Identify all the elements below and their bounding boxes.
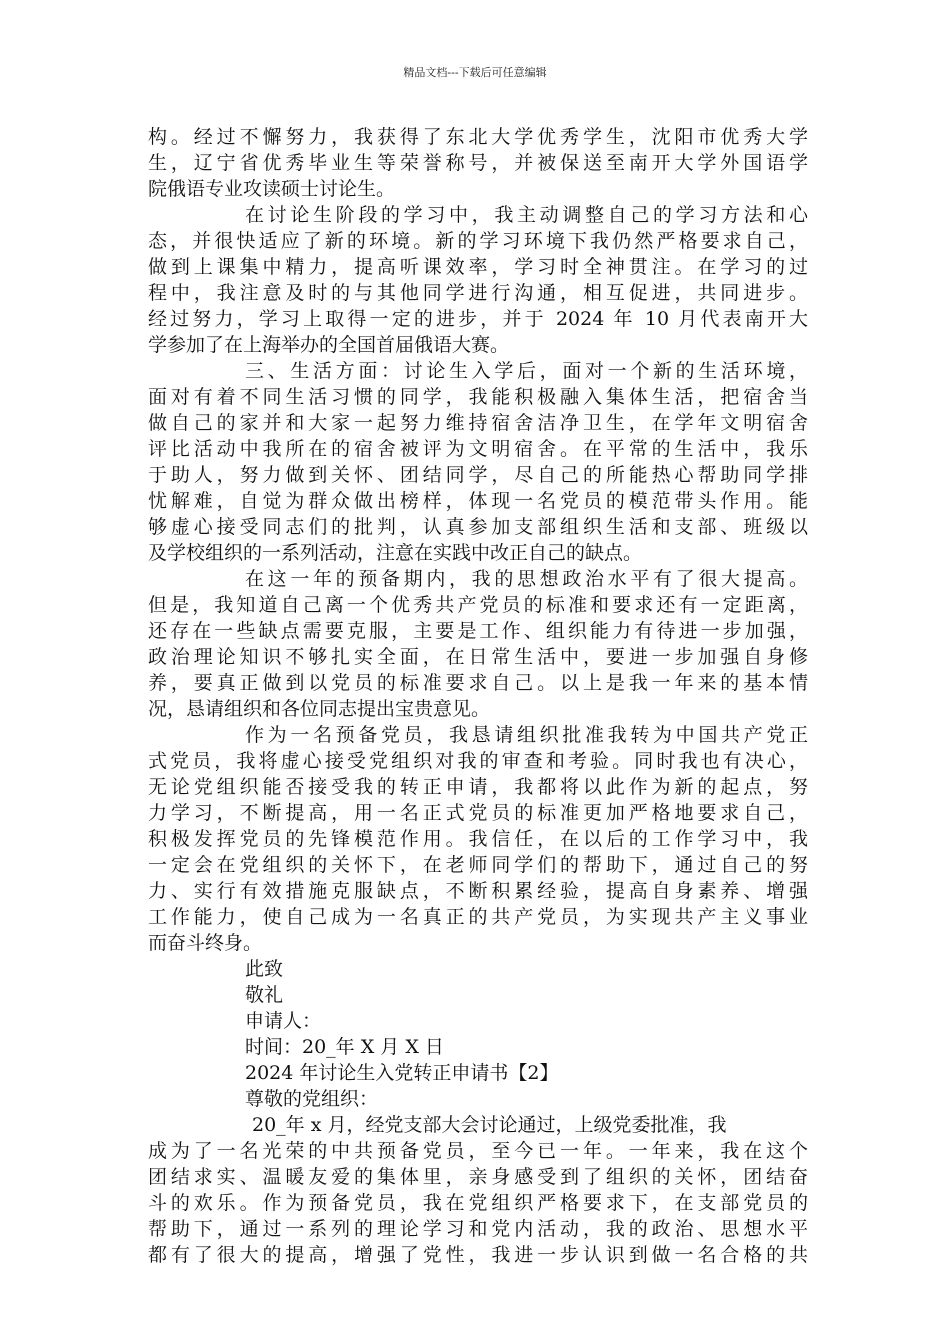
text-line: 于助人，努力做到关怀、团结同学，尽自己的所能热心帮助同学排 — [148, 464, 808, 486]
second-letter — [148, 1060, 808, 1268]
applicant-label: 申请人： — [245, 1010, 322, 1032]
text-line: 做到上课集中精力，提高听课效率，学习时全神贯注。在学习的过 — [148, 256, 808, 278]
text-line: 忧解难，自觉为群众做出榜样，体现一名党员的模范带头作用。能 — [148, 490, 808, 512]
text-line: 但是，我知道自己离一个优秀共产党员的标准和要求还有一定距离， — [148, 594, 808, 616]
text-line: 况，恳请组织和各位同志提出宝贵意见。 — [148, 698, 491, 720]
text-line: 都有了很大的提高，增强了党性，我进一步认识到做一名合格的共 — [148, 1244, 808, 1266]
text-line: 帮助下，通过一系列的理论学习和党内活动，我的政治、思想水平 — [148, 1218, 808, 1240]
text-line: 式党员，我将虚心接受党组织对我的审查和考验。同时我也有决心， — [148, 750, 808, 772]
text-line: 及学校组织的一系列活动，注意在实践中改正自己的缺点。 — [148, 542, 643, 564]
greeting: 尊敬的党组织： — [245, 1088, 379, 1110]
paragraph — [148, 358, 808, 566]
text-line: 作为一名预备党员，我恳请组织批准我转为中国共产党正 — [245, 724, 808, 746]
text-line: 还存在一些缺点需要克服，主要是工作、组织能力有待进一步加强， — [148, 620, 808, 642]
text-line: 面对有着不同生活习惯的同学，我能积极融入集体生活，把宿舍当 — [148, 386, 808, 408]
text-line: 而奋斗终身。 — [148, 932, 263, 954]
text-line: 斗的欢乐。作为预备党员，我在党组织严格要求下，在支部党员的 — [148, 1192, 808, 1214]
text-line: 程中，我注意及时的与其他同学进行沟通，相互促进，共同进步。 — [148, 282, 808, 304]
document-body — [148, 124, 808, 1268]
regards: 敬礼 — [245, 984, 284, 1006]
closing-block — [148, 956, 808, 1060]
text-line: 做自己的家并和大家一起努力维持宿舍洁净卫生，在学年文明宿舍 — [148, 412, 808, 434]
text-line: 养，要真正做到以党员的标准要求自己。以上是我一年来的基本情 — [148, 672, 808, 694]
text-line: 力学习，不断提高，用一名正式党员的标准更加严格地要求自己， — [148, 802, 808, 824]
text-line: 学参加了在上海举办的全国首届俄语大赛。 — [148, 334, 510, 356]
text-line: 在讨论生阶段的学习中，我主动调整自己的学习方法和心 — [245, 204, 808, 226]
text-line: 经过努力，学习上取得一定的进步，并于 2024 年 10 月代表南开大 — [148, 308, 808, 330]
text-line: 工作能力，使自己成为一名真正的共产党员，为实现共产主义事业 — [148, 906, 808, 928]
paragraph — [148, 202, 808, 358]
text-line: 一定会在党组织的关怀下，在老师同学们的帮助下，通过自己的努 — [148, 854, 808, 876]
text-line: 够虚心接受同志们的批判，认真参加支部组织生活和支部、班级以 — [148, 516, 808, 538]
page-header: 精品文档---下载后可任意编辑 — [403, 66, 547, 79]
salutation: 此致 — [245, 958, 284, 980]
text-line: 三、生活方面：讨论生入学后，面对一个新的生活环境， — [245, 360, 808, 382]
text-line: 无论党组织能否接受我的转正申请，我都将以此作为新的起点，努 — [148, 776, 808, 798]
text-line: 力、实行有效措施克服缺点，不断积累经验，提高自身素养、增强 — [148, 880, 808, 902]
text-line: 积极发挥党员的先锋模范作用。我信任，在以后的工作学习中，我 — [148, 828, 808, 850]
date-line: 时间：20_年 X 月 X 日 — [245, 1036, 444, 1058]
text-line: 院俄语专业攻读硕士讨论生。 — [148, 178, 396, 200]
text-line: 政治理论知识不够扎实全面，在日常生活中，要进一步加强自身修 — [148, 646, 808, 668]
text-line: 在这一年的预备期内，我的思想政治水平有了很大提高。 — [245, 568, 808, 590]
paragraph — [148, 566, 808, 722]
text-line: 构。经过不懈努力，我获得了东北大学优秀学生，沈阳市优秀大学 — [148, 126, 808, 148]
text-line: 生，辽宁省优秀毕业生等荣誉称号，并被保送至南开大学外国语学 — [148, 152, 808, 174]
text-line: 评比活动中我所在的宿舍被评为文明宿舍。在平常的生活中，我乐 — [148, 438, 808, 460]
text-line: 态，并很快适应了新的环境。新的学习环境下我仍然严格要求自己， — [148, 230, 808, 252]
paragraph — [148, 124, 808, 202]
text-line: 成为了一名光荣的中共预备党员，至今已一年。一年来，我在这个 — [148, 1140, 808, 1162]
section-title: 2024 年讨论生入党转正申请书【2】 — [245, 1062, 559, 1084]
text-line: 20_年 x 月，经党支部大会讨论通过，上级党委批准，我 — [252, 1114, 727, 1136]
paragraph — [148, 722, 808, 956]
text-line: 团结求实、温暖友爱的集体里，亲身感受到了组织的关怀，团结奋 — [148, 1166, 808, 1188]
